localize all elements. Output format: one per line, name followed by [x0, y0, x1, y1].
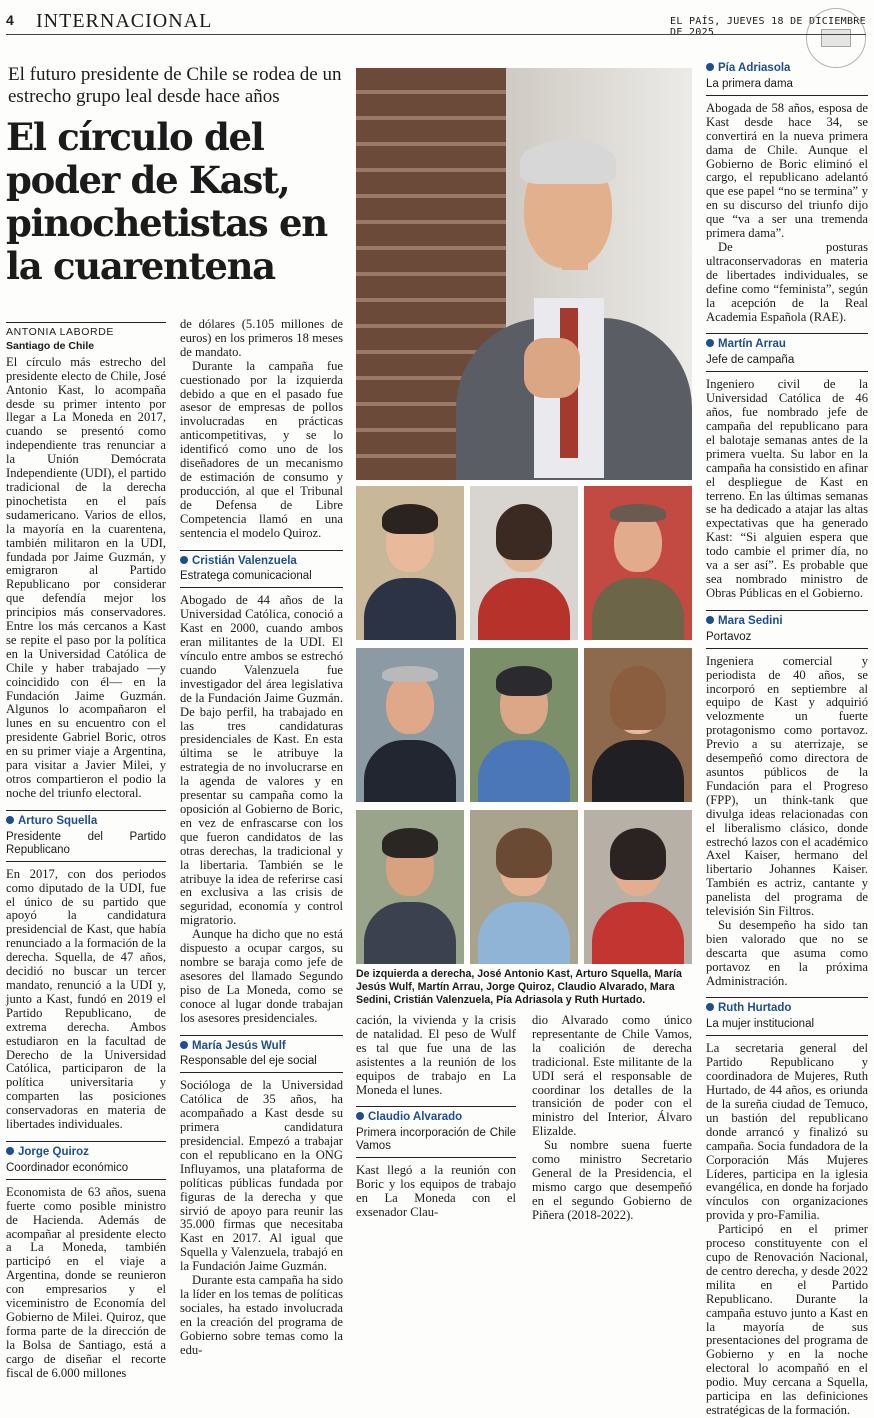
profile-role-hurtado: La mujer institucional — [706, 1018, 868, 1036]
profile-role-arrau: Jefe de campaña — [706, 354, 868, 372]
bullet-icon — [180, 556, 188, 564]
bullet-icon — [706, 1003, 714, 1011]
date-line: EL PAÍS, JUEVES 18 DE DICIEMBRE DE 2025 — [670, 16, 866, 38]
profile-text-adriasola-2: De posturas ultraconservadoras en materia de libertades individuales, se define como “feminista”, según la acepción de la Real Academia Española (RAE). — [706, 239, 868, 324]
profile-text-valenzuela: Abogado de 44 años de la Universidad Católica, conoció a Kast en 2000, cuando ambos eran militantes de la UDI. El vínculo entre ambos se estrechó cuando Valenzuela fue investigador del área legislativa de la Fundación Jaime Guzmán. De bajo perfil, ha trabajado en las tres candidaturas presidenciales de Kast. En esta última se le atribuye la estrategia de no involucrarse en la agenda de valores y en presentar su campaña como la oposición al Gobierno de Boric, en vez de enfrascarse con los que fueron candidatos de las otras derechas, la tradicional y la libertaria. También se le atribuye la idea de referirse casi en exclusiva a las crisis de seguridad, economía y control migratorio. — [180, 593, 343, 928]
alvarado-continued: dio Alvarado como único representante de Chile Vamos, la coalición de derecha tradicional. Este militante de la UDI será el responsable de coordinar los detalles de la transición de poder con el ministro del Interior, Álvaro Elizalde. — [532, 1013, 692, 1139]
portrait-wulf — [470, 486, 578, 640]
profile-text-wulf: Socióloga de la Universidad Católica de 35 años, ha acompañado a Kast desde su primera candidatura presidencial. Empezó a trabajar con el republicano en la ONG Influyamos, una plataforma de políticas públicas fundada por figuras de la derecha y que sirvió de apoyo para reunir las 35.000 firmas que necesitaba Kast en 2017. Al igual que Squella y Valenzuela, trabajó en la Fundación Jaime Guzmán. — [180, 1078, 343, 1274]
portrait-sedini — [584, 648, 692, 802]
profile-text-hurtado-2: Participó en el primer proceso constituyente con el cupo de Renovación Nacional, de centro derecha, y desde 2022 milita en el Partido Republicano. Durante la campaña estuvo junto a Kast en la mayoría de sus presentaciones del programa de Gobierno y en la noche electoral lo acompañó en el podio. Muy cercana a Squella, participa en las definiciones estratégicas de la formación. — [706, 1222, 868, 1417]
intro-paragraph: El círculo más estrecho del presidente electo de Chile, José Antonio Kast, lo acompaña desde su primer intento por llegar a La Moneda en 2017, cuando se presentó como independiente tras renunciar a la Unión Demócrata Independiente (UDI), el partido tradicional de la derecha pinochetista en el país sudamericano. Varios de ellos, la mayoría en la cuarentena, también militaron en la UDI, fundada por Jaime Guzmán, y emigraron al Partido Republicano por considerar que defendía mejor los principios más conservadores. Entre los más cercanos a Kast se repite el paso por la política en la Universidad Católica de Chile y haber trabajado —y coincidido con él— en la Fundación Jaime Guzmán. Algunos lo acompañaron el lunes en su encuentro con el presidente Gabriel Boric, otros en su primer viaje a Argentina, para visitar a Javier Milei, y otros compartieron el podio la noche del triunfo electoral. — [6, 354, 166, 800]
column-1 — [6, 322, 166, 1381]
profile-text-wulf-2: Durante esta campaña ha sido la líder en los temas de políticas sociales, ha estado involucrada en la creación del programa de Gobierno sobre temas como la edu- — [180, 1273, 343, 1357]
header-rule — [6, 34, 866, 35]
profile-text-arrau: Ingeniero civil de la Universidad Católica de 46 años, fue nombrado jefe de campaña del republicano para el balotaje semanas antes de la primera vuelta. Su labor en la campaña ha consistido en afinar el despliegue de Kast en terreno. En las últimas semanas se ha dedicado a atajar las altas expectativas que ha generado Kast: “Si alguien espera que todo cambie el primer día, no va a ser así”. Es probable que sea nombrado ministro de Obras Públicas en el Gobierno. — [706, 377, 868, 600]
profile-text-sedini: Ingeniera comercial y periodista de 40 años, se incorporó en septiembre al equipo de Kast y adquirió velozmente un fuerte protagonismo como portavoz. Previo a su aterrizaje, se desempeñó como directora de asuntos públicos de la Fundación para el Progreso (FPP), un think-tank que divulga ideas relacionadas con el liberalismo clásico, donde estrechó lazos con el académico Axel Kaiser, hermano del libertario Johannes Kaiser. También es actriz, cantante y panelista del programa de televisión Sin Filtros. — [706, 653, 868, 919]
quiroz-continued: de dólares (5.105 millones de euros) en los primeros 18 meses de mandato. — [180, 317, 343, 359]
column-4 — [532, 1014, 692, 1223]
bullet-icon — [706, 63, 714, 71]
profile-text-quiroz: Economista de 63 años, suena fuerte como posible ministro de Hacienda. Además de acompañar al presidente electo a La Moneda, también participó en el viaje a Argentina, donde se reunieron con empresarios y el viceministro de Economía del Gobierno de Milei. Quiroz, que forma parte de la dirección de la Bolsa de Santiago, está a cargo de diseñar el recorte fiscal de 6.000 millones — [6, 1184, 166, 1380]
profile-text-valenzuela-2: Aunque ha dicho que no está dispuesto a ocupar cargos, su nombre se baraja como jefe de asesores del llamado Segundo piso de La Moneda, como se conoce al lugar donde trabajan los asesores presidenciales. — [180, 927, 343, 1025]
bullet-icon — [6, 1147, 14, 1155]
profile-role-squella: Presidente del Partido Republicano — [6, 831, 166, 862]
profile-name-wulf: María Jesús Wulf — [180, 1035, 343, 1054]
profile-role-sedini: Portavoz — [706, 631, 868, 649]
profile-role-wulf: Responsable del eje social — [180, 1055, 343, 1073]
bullet-icon — [180, 1041, 188, 1049]
portrait-quiroz — [584, 486, 692, 640]
profile-role-adriasola: La primera dama — [706, 78, 868, 96]
profile-role-quiroz: Coordinador económico — [6, 1162, 166, 1180]
photo-caption: De izquierda a derecha, José Antonio Kast, Arturo Squella, María Jesús Wulf, Martín Arrau, Jorge Quiroz, Claudio Alvarado, Mara Sedini, Cristián Valenzuela, Pía Adriasola y Ruth Hurtado. — [356, 968, 682, 1006]
portrait-grid — [356, 486, 692, 964]
section-title: INTERNACIONAL — [36, 10, 213, 32]
wulf-continued: cación, la vivienda y la crisis de natalidad. El peso de Wulf es tal que fue una de las asistentes a la reunión de los equipos de trabajo en La Moneda el lunes. — [356, 1013, 516, 1097]
column-2 — [180, 318, 343, 1358]
library-stamp-icon — [806, 8, 866, 68]
profile-name-sedini: Mara Sedini — [706, 610, 868, 629]
bullet-icon — [6, 816, 14, 824]
bullet-icon — [706, 616, 714, 624]
column-3 — [356, 1014, 516, 1220]
profile-text-sedini-2: Su desempeño ha sido tan bien valorado que no se descarta que asuma como portavoz en la próxima Administración. — [706, 917, 868, 988]
article-kicker: El futuro presidente de Chile se rodea de un estrecho grupo leal desde hace años — [8, 64, 342, 107]
profile-role-alvarado: Primera incorporación de Chile Vamos — [356, 1127, 516, 1158]
profile-name-alvarado: Claudio Alvarado — [356, 1106, 516, 1125]
profile-name-valenzuela: Cristián Valenzuela — [180, 550, 343, 569]
profile-role-valenzuela: Estratega comunicacional — [180, 570, 343, 588]
profile-text-adriasola: Abogada de 58 años, esposa de Kast desde hace 34, se convertirá en la nueva primera dama de Chile. Aunque el Gobierno de Boric eliminó el cargo, el republicano adelantó que ese papel “no se termina” y en su discurso del triunfo dijo que “va a ser una tremenda primera dama”. — [706, 100, 868, 241]
dateline-place: Santiago de Chile — [6, 339, 95, 352]
kast-portrait-photo — [356, 68, 692, 480]
profile-name-adriasola: Pía Adriasola — [706, 62, 868, 76]
portrait-squella — [356, 648, 464, 802]
profile-name-hurtado: Ruth Hurtado — [706, 997, 868, 1016]
page-number: 4 — [6, 12, 14, 28]
bullet-icon — [706, 339, 714, 347]
profile-name-squella: Arturo Squella — [6, 810, 166, 829]
article-headline: El círculo del poder de Kast, pinochetistas en la cuarentena — [6, 115, 327, 288]
profile-name-quiroz: Jorge Quiroz — [6, 1141, 166, 1160]
portrait-hurtado — [584, 810, 692, 964]
portrait-kast — [356, 486, 464, 640]
bullet-icon — [356, 1112, 364, 1120]
profile-text-squella: En 2017, con dos periodos como diputado de la UDI, fue el único de su partido que apoyó la candidatura presidencial de Kast, que había renunciado a la formación de la derecha. Squella, de 47 años, decidió no buscar un tercer mandato, renunció a la UDI y, junto a Kast, fundó en 2019 el Partido Republicano, de extrema derecha. Ambos estudiaron en la facultad de Derecho de la Universidad Católica, participaron de la política universitaria y comparten las posiciones conservadoras en materia de libertades individuales. — [6, 866, 166, 1132]
quiroz-continued-2: Durante la campaña fue cuestionado por la izquierda debido a que en el pasado fue asesor de empresas de pollos involucradas en prácticas anticompetitivas, y se lo identificó como uno de los diseñadores de un mecanismo de estimación de consumo y producción, al que el Tribunal de Defensa de Libre Competencia llamó en una sentencia el modelo Quiroz. — [180, 358, 343, 540]
author-byline: ANTONIA LABORDE — [6, 322, 166, 340]
portrait-valenzuela — [356, 810, 464, 964]
column-5 — [706, 62, 868, 1418]
alvarado-continued-2: Su nombre suena fuerte como ministro Secretario General de la Presidencia, el mismo cargo que desempeñó en el segundo Gobierno de Piñera (2018-2022). — [532, 1138, 692, 1222]
profile-name-arrau: Martín Arrau — [706, 333, 868, 352]
portrait-arrau — [470, 648, 578, 802]
profile-text-hurtado: La secretaria general del Partido Republicano y coordinadora de Mujeres, Ruth Hurtado, de 44 años, es oriunda de la sureña ciudad de Temuco, un bastión del republicano donde arrancó y finalizó su campaña. Socia fundadora de la Corporación Más Mujeres Líderes, participa en la iglesia evangélica, en donde ha forjado vínculos con organizaciones provida y pro-Familia. — [706, 1041, 868, 1223]
profile-text-alvarado: Kast llegó a la reunión con Boric y los equipos de trabajo en La Moneda con el exsenador Clau- — [356, 1163, 516, 1220]
portrait-adriasola — [470, 810, 578, 964]
